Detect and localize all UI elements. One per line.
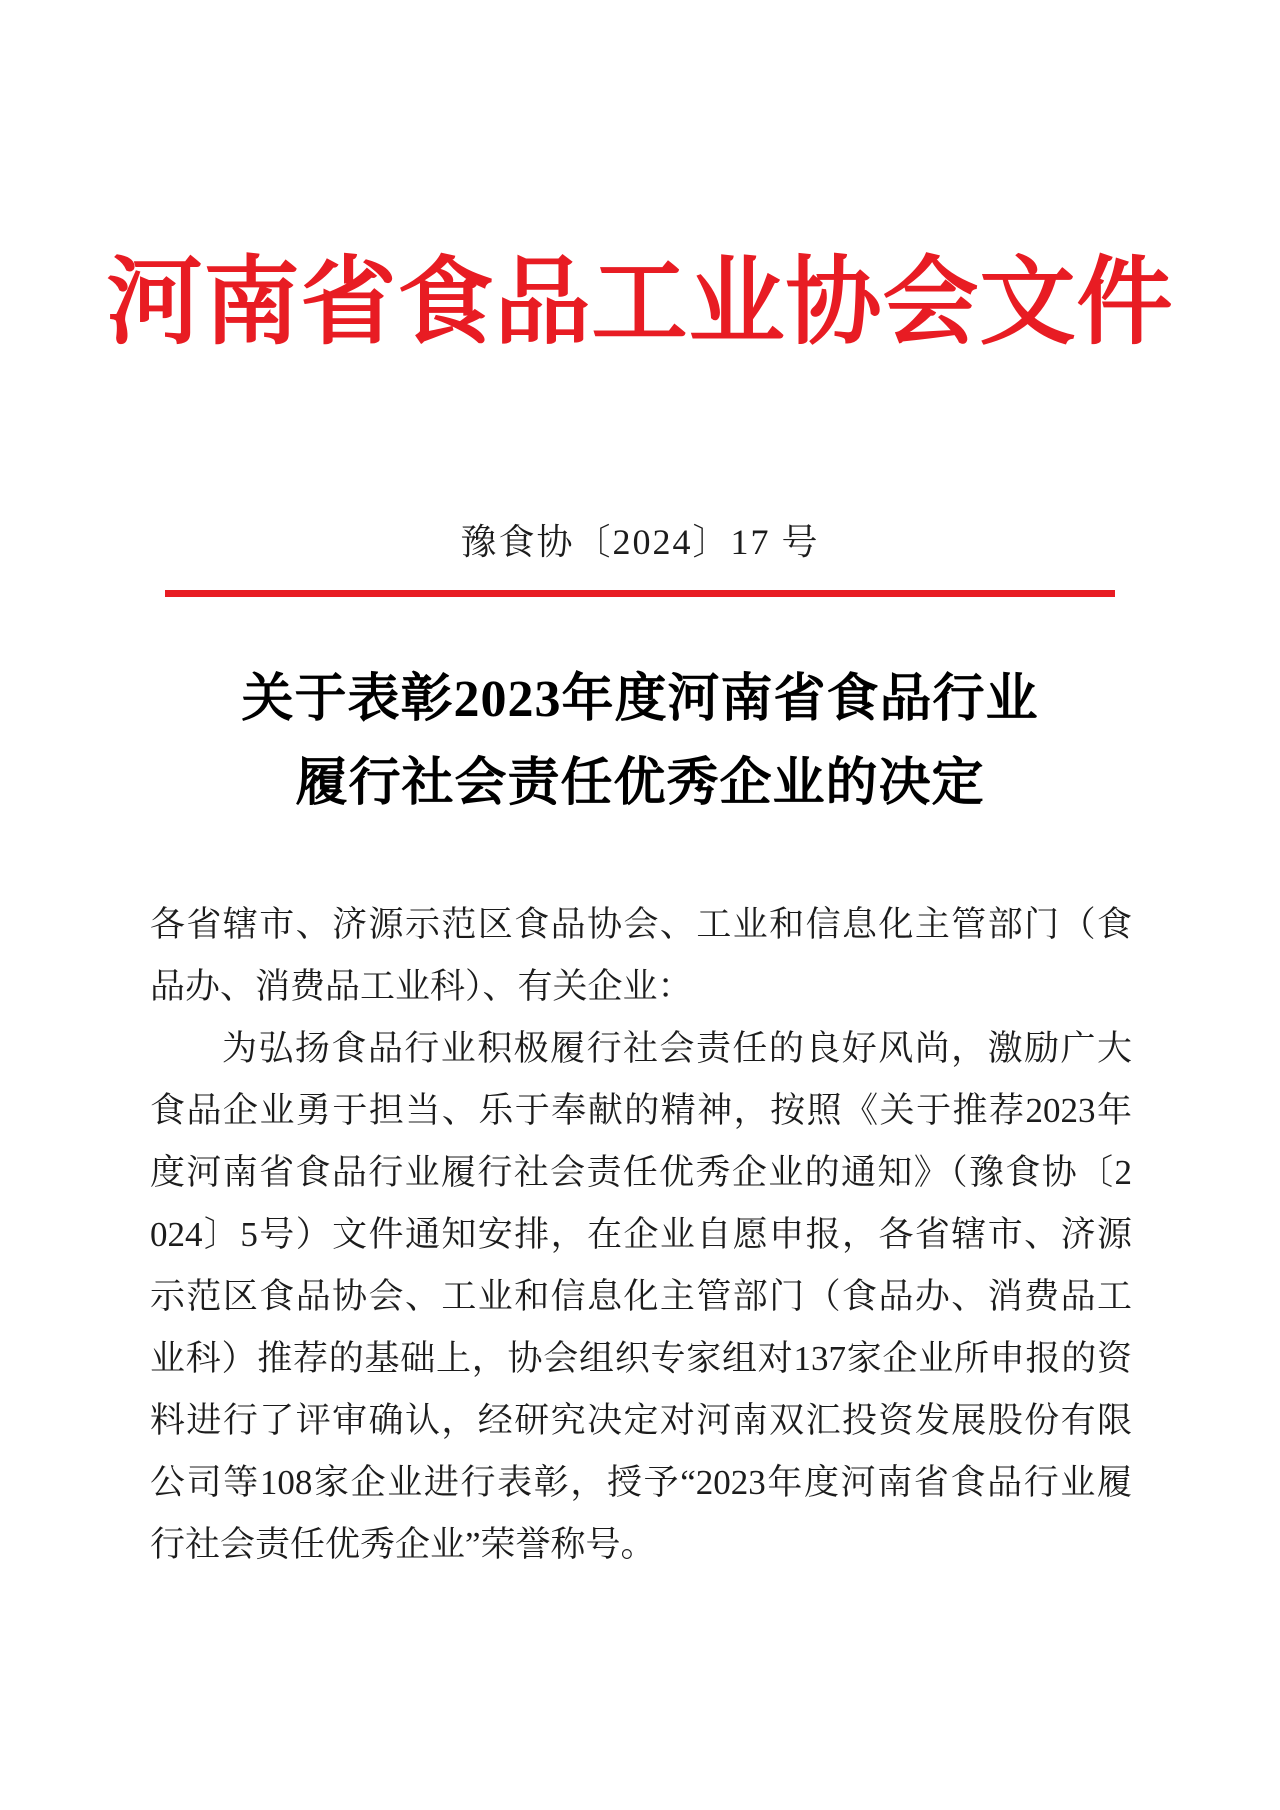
document-title [0, 658, 1280, 826]
body-line: 度河南省食品行业履行社会责任优秀企业的通知》（豫食协〔2 [150, 1153, 1132, 1192]
body-line: 业科）推荐的基础上，协会组织专家组对137家企业所申报的资 [150, 1339, 1132, 1378]
body-line: 各省辖市、济源示范区食品协会、工业和信息化主管部门（食 [150, 905, 1132, 944]
document-body [150, 894, 1132, 1576]
body-line: 为弘扬食品行业积极履行社会责任的良好风尚，激励广大 [222, 1029, 1132, 1068]
body-line: 品办、消费品工业科）、有关企业： [150, 967, 693, 1006]
body-line: 示范区食品协会、工业和信息化主管部门（食品办、消费品工 [150, 1277, 1132, 1316]
body-line: 024〕5号）文件通知安排，在企业自愿申报，各省辖市、济源 [150, 1215, 1132, 1254]
body-line: 食品企业勇于担当、乐于奉献的精神，按照《关于推荐2023年 [150, 1091, 1132, 1130]
document-number: 豫食协〔2024〕17 号 [460, 522, 820, 562]
red-divider-line [165, 590, 1115, 597]
body-line: 料进行了评审确认，经研究决定对河南双汇投资发展股份有限 [150, 1401, 1132, 1440]
body-line: 公司等108家企业进行表彰，授予“2023年度河南省食品行业履 [150, 1463, 1132, 1502]
document-title-line2: 履行社会责任优秀企业的决定 [295, 755, 985, 812]
body-line: 行社会责任优秀企业”荣誉称号。 [150, 1525, 656, 1564]
red-header-title: 河南省食品工业协会文件 [106, 249, 1174, 356]
document-title-line1: 关于表彰2023年度河南省食品行业 [241, 671, 1039, 728]
